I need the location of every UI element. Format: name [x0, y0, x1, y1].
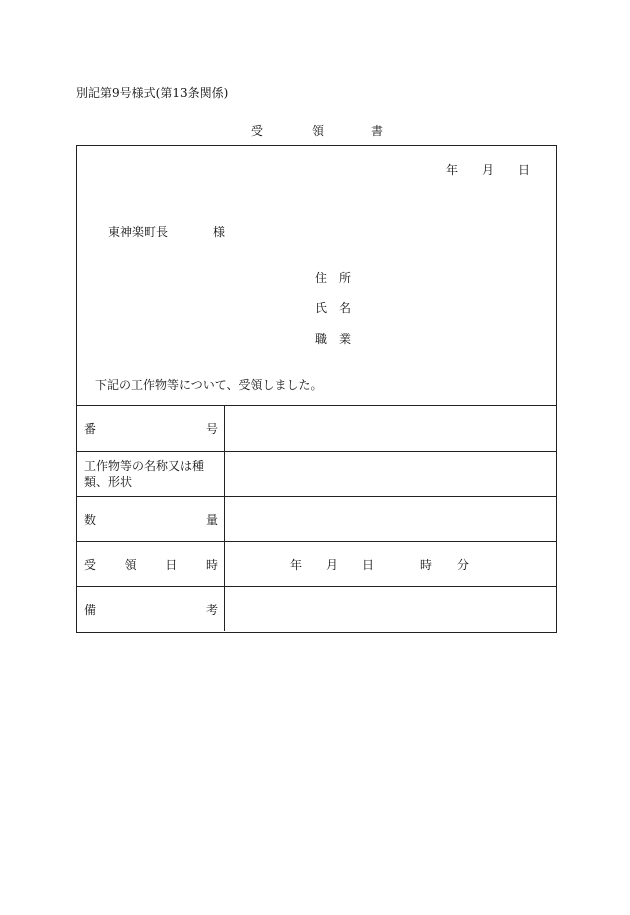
- row-label-number: [77, 406, 225, 451]
- label-char: 考: [205, 603, 218, 617]
- label-text: 工作物等の名称又は種類、形状: [84, 459, 205, 489]
- name-label-char: 氏: [315, 301, 328, 315]
- row-label-quantity: [77, 497, 225, 541]
- receipt-form-frame: [76, 145, 557, 633]
- datetime-day-char: 日: [362, 558, 375, 572]
- label-char: 備: [84, 603, 97, 617]
- detail-table: [77, 405, 556, 631]
- date-day-char: 日: [518, 163, 531, 177]
- address-label-char: 所: [339, 271, 352, 285]
- form-reference: 別記第9号様式(第13条関係): [76, 86, 229, 100]
- row-label-structure-name: [77, 452, 225, 496]
- occupation-label-char: 業: [339, 332, 352, 346]
- title-char: 受: [251, 124, 264, 138]
- date-year-char: 年: [446, 163, 459, 177]
- label-char: 時: [205, 558, 218, 572]
- table-row: [77, 541, 556, 586]
- name-label-char: 名: [339, 301, 352, 315]
- row-label-remarks: [77, 587, 225, 631]
- label-char: 受: [84, 558, 97, 572]
- addressee: 東神楽町長: [108, 225, 169, 239]
- date-month-char: 月: [482, 163, 495, 177]
- table-row: [77, 451, 556, 496]
- title-char: 書: [371, 124, 384, 138]
- label-char: 領: [124, 558, 137, 572]
- title-char: 領: [312, 124, 325, 138]
- datetime-month-char: 月: [326, 558, 339, 572]
- label-char: 量: [205, 513, 218, 527]
- table-row: [77, 586, 556, 631]
- label-char: 日: [165, 558, 178, 572]
- datetime-year-char: 年: [290, 558, 303, 572]
- receipt-statement: 下記の工作物等について、受領しました。: [95, 378, 323, 392]
- datetime-hour-char: 時: [420, 558, 433, 572]
- label-char: 番: [84, 422, 97, 436]
- form-header-section: [77, 146, 556, 405]
- label-char: 数: [84, 513, 97, 527]
- address-label-char: 住: [315, 271, 328, 285]
- label-char: 号: [205, 422, 218, 436]
- row-label-receipt-datetime: [77, 542, 225, 586]
- datetime-minute-char: 分: [457, 558, 470, 572]
- occupation-label-char: 職: [315, 332, 328, 346]
- table-row: [77, 405, 556, 451]
- addressee-honorific: 様: [213, 225, 226, 239]
- table-row: [77, 496, 556, 541]
